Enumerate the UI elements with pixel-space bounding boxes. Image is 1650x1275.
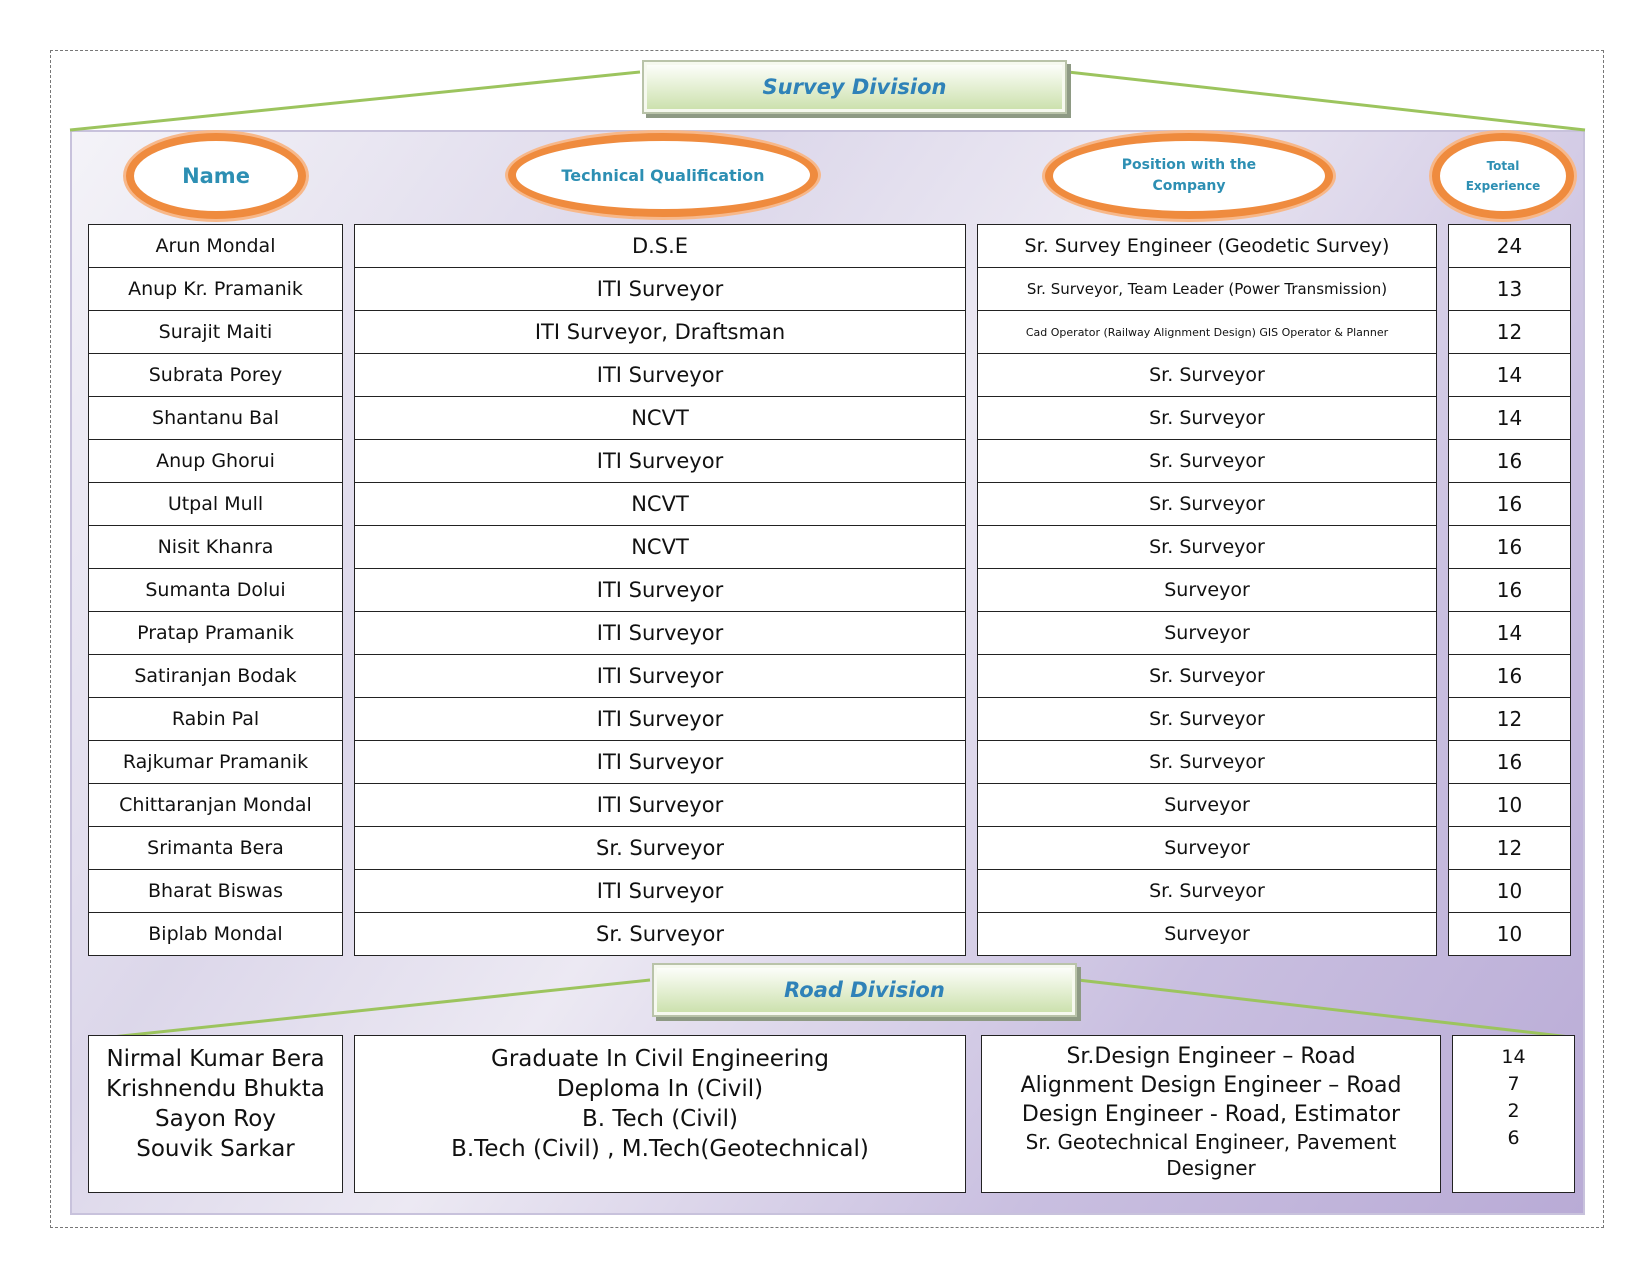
qualification-cell: ITI Surveyor <box>354 568 966 612</box>
name-cell: Biplab Mondal <box>88 912 343 956</box>
position-cell: Sr. Survey Engineer (Geodetic Survey) <box>977 224 1437 268</box>
qualification-cell: ITI Surveyor <box>354 267 966 311</box>
qualification-cell: ITI Surveyor <box>354 783 966 827</box>
qualification-header: Technical Qualification <box>508 133 818 217</box>
name-cell: Anup Ghorui <box>88 439 343 483</box>
road-positions-box <box>981 1035 1441 1193</box>
experience-cell: 12 <box>1448 697 1571 741</box>
experience-cell: 16 <box>1448 568 1571 612</box>
name-cell: Chittaranjan Mondal <box>88 783 343 827</box>
experience-cell: 24 <box>1448 224 1571 268</box>
name-cell: Anup Kr. Pramanik <box>88 267 343 311</box>
experience-cell: 12 <box>1448 310 1571 354</box>
qualification-cell: NCVT <box>354 396 966 440</box>
road-division-banner <box>652 963 1077 1017</box>
position-cell: Sr. Surveyor <box>977 525 1437 569</box>
road-experience: 6 <box>1507 1127 1520 1149</box>
road-position: Designer <box>1166 1156 1256 1180</box>
position-cell: Surveyor <box>977 611 1437 655</box>
qualification-cell: ITI Surveyor <box>354 654 966 698</box>
name-cell: Shantanu Bal <box>88 396 343 440</box>
position-cell: Sr. Surveyor <box>977 697 1437 741</box>
position-cell: Sr. Surveyor <box>977 439 1437 483</box>
position-cell: Sr. Surveyor <box>977 654 1437 698</box>
experience-cell: 14 <box>1448 396 1571 440</box>
experience-cell: 14 <box>1448 353 1571 397</box>
name-cell: Arun Mondal <box>88 224 343 268</box>
road-qualifications-box <box>354 1035 966 1193</box>
experience-cell: 16 <box>1448 740 1571 784</box>
name-cell: Srimanta Bera <box>88 826 343 870</box>
name-cell: Subrata Porey <box>88 353 343 397</box>
name-cell: Nisit Khanra <box>88 525 343 569</box>
qualification-cell: ITI Surveyor, Draftsman <box>354 310 966 354</box>
qualification-cell: NCVT <box>354 482 966 526</box>
experience-cell: 12 <box>1448 826 1571 870</box>
qualification-cell: ITI Surveyor <box>354 740 966 784</box>
road-experience: 14 <box>1501 1046 1526 1068</box>
road-name: Souvik Sarkar <box>136 1136 295 1162</box>
name-cell: Surajit Maiti <box>88 310 343 354</box>
position-cell: Surveyor <box>977 783 1437 827</box>
qualification-cell: ITI Surveyor <box>354 611 966 655</box>
name-cell: Satiranjan Bodak <box>88 654 343 698</box>
road-experience: 2 <box>1507 1100 1520 1122</box>
road-position: Design Engineer - Road, Estimator <box>1021 1102 1401 1127</box>
experience-cell: 16 <box>1448 439 1571 483</box>
road-qualification: Deploma In (Civil) <box>556 1076 764 1102</box>
experience-cell: 10 <box>1448 783 1571 827</box>
road-qualification: Graduate In Civil Engineering <box>491 1046 829 1072</box>
name-cell: Utpal Mull <box>88 482 343 526</box>
qualification-cell: ITI Surveyor <box>354 697 966 741</box>
position-cell: Sr. Surveyor <box>977 396 1437 440</box>
experience-cell: 16 <box>1448 654 1571 698</box>
position-cell: Sr. Surveyor <box>977 869 1437 913</box>
experience-header: Total Experience <box>1432 133 1574 219</box>
qualification-cell: ITI Surveyor <box>354 439 966 483</box>
qualification-cell: ITI Surveyor <box>354 869 966 913</box>
experience-cell: 13 <box>1448 267 1571 311</box>
road-name: Krishnendu Bhukta <box>106 1076 325 1102</box>
road-position: Sr.Design Engineer – Road <box>1066 1044 1356 1069</box>
road-name: Nirmal Kumar Bera <box>106 1046 325 1072</box>
road-division-title: Road Division <box>784 978 945 1002</box>
road-qualification: B. Tech (Civil) <box>581 1106 738 1132</box>
road-qualification: B.Tech (Civil) , M.Tech(Geotechnical) <box>451 1136 869 1162</box>
survey-division-title: Survey Division <box>762 75 947 99</box>
name-cell: Rajkumar Pramanik <box>88 740 343 784</box>
position-cell: Sr. Surveyor, Team Leader (Power Transmission) <box>977 267 1437 311</box>
qualification-cell: Sr. Surveyor <box>354 826 966 870</box>
position-cell: Surveyor <box>977 568 1437 612</box>
name-cell: Bharat Biswas <box>88 869 343 913</box>
name-cell: Sumanta Dolui <box>88 568 343 612</box>
road-experience-box <box>1452 1035 1575 1193</box>
experience-cell: 16 <box>1448 525 1571 569</box>
name-cell: Rabin Pal <box>88 697 343 741</box>
experience-cell: 10 <box>1448 912 1571 956</box>
road-position: Alignment Design Engineer – Road <box>1020 1073 1402 1098</box>
position-cell: Cad Operator (Railway Alignment Design) GIS Operator & Planner <box>977 310 1437 354</box>
road-experience: 7 <box>1507 1073 1520 1095</box>
position-cell: Sr. Surveyor <box>977 482 1437 526</box>
qualification-cell: ITI Surveyor <box>354 353 966 397</box>
qualification-cell: NCVT <box>354 525 966 569</box>
qualification-cell: D.S.E <box>354 224 966 268</box>
name-header: Name <box>126 133 306 219</box>
position-cell: Surveyor <box>977 912 1437 956</box>
position-cell: Sr. Surveyor <box>977 353 1437 397</box>
position-header: Position with the Company <box>1045 133 1333 219</box>
position-cell: Surveyor <box>977 826 1437 870</box>
road-name: Sayon Roy <box>155 1106 276 1132</box>
road-names-box <box>88 1035 343 1193</box>
name-cell: Pratap Pramanik <box>88 611 343 655</box>
qualification-cell: Sr. Surveyor <box>354 912 966 956</box>
survey-division-banner <box>642 60 1067 114</box>
experience-cell: 16 <box>1448 482 1571 526</box>
experience-cell: 14 <box>1448 611 1571 655</box>
road-position: Sr. Geotechnical Engineer, Pavement <box>1025 1130 1397 1154</box>
experience-cell: 10 <box>1448 869 1571 913</box>
position-cell: Sr. Surveyor <box>977 740 1437 784</box>
